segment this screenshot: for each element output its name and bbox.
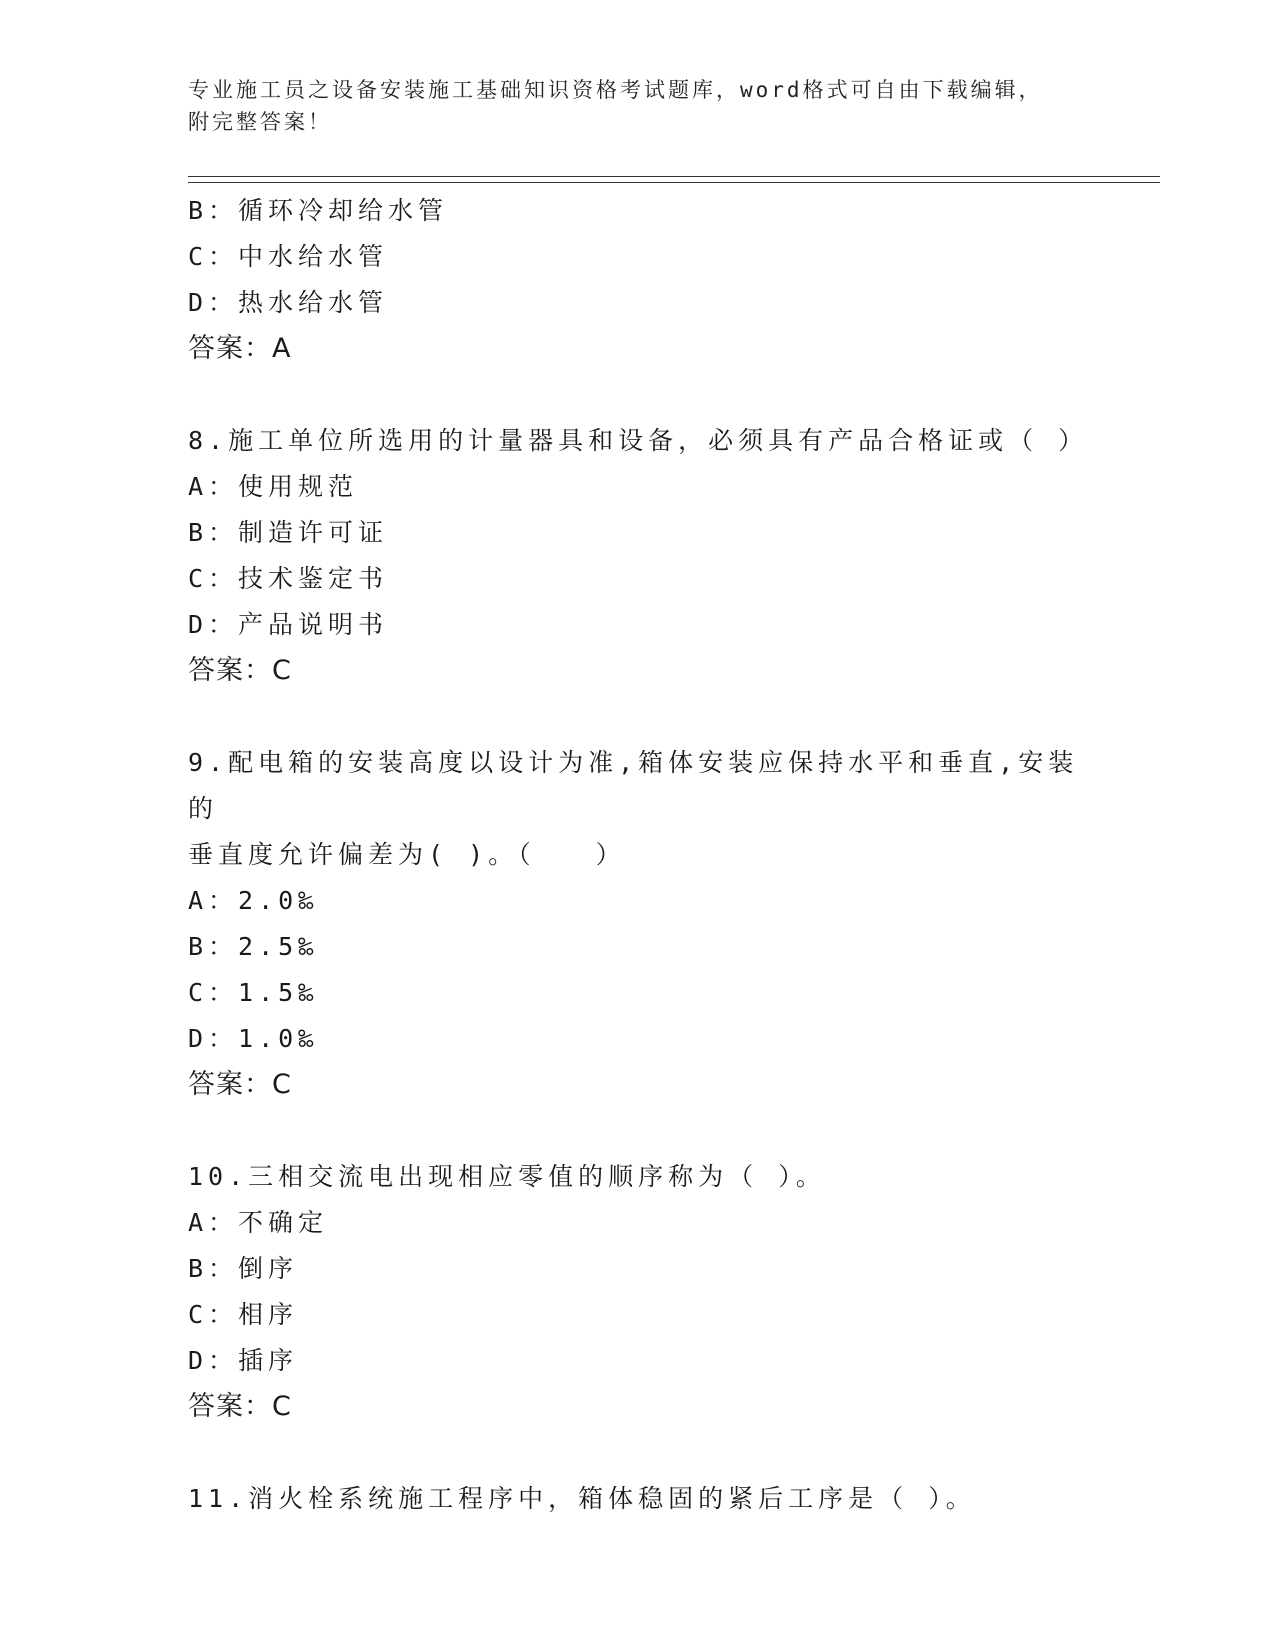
question-11 bbox=[188, 1476, 1088, 1522]
spacer bbox=[188, 1108, 1088, 1154]
question-list bbox=[188, 188, 1088, 1522]
spacer bbox=[188, 372, 1088, 418]
question-8 bbox=[188, 418, 1088, 694]
question-9 bbox=[188, 740, 1088, 1108]
answer-line: 答案：C bbox=[188, 1069, 292, 1100]
question-stem: 10.三相交流电出现相应零值的顺序称为（ ）。 bbox=[188, 1162, 826, 1191]
question-continuation bbox=[188, 188, 1088, 372]
question-stem-continued: 垂直度允许偏差为( )。（ ） bbox=[188, 840, 626, 869]
document-header bbox=[188, 74, 1068, 138]
spacer bbox=[188, 694, 1088, 740]
spacer bbox=[188, 1430, 1088, 1476]
option-b: B：2.5‰ bbox=[188, 932, 319, 961]
option-a: A：2.0‰ bbox=[188, 886, 319, 915]
option-d: D：1.0‰ bbox=[188, 1024, 319, 1053]
option-b: B：制造许可证 bbox=[188, 518, 389, 547]
answer-line: 答案：C bbox=[188, 655, 292, 686]
option-b: B：倒序 bbox=[188, 1254, 299, 1283]
header-line-2: 附完整答案！ bbox=[188, 110, 332, 134]
option-d: D：热水给水管 bbox=[188, 288, 389, 317]
question-stem: 8.施工单位所选用的计量器具和设备，必须具有产品合格证或（ ） bbox=[188, 426, 1089, 455]
question-stem: 9.配电箱的安装高度以设计为准,箱体安装应保持水平和垂直,安装的 bbox=[188, 748, 1079, 823]
option-c: C：1.5‰ bbox=[188, 978, 319, 1007]
question-stem: 11.消火栓系统施工程序中，箱体稳固的紧后工序是（ ）。 bbox=[188, 1484, 976, 1513]
question-10 bbox=[188, 1154, 1088, 1430]
option-d: D：插序 bbox=[188, 1346, 299, 1375]
answer-line: 答案：C bbox=[188, 1391, 292, 1422]
option-a: A：使用规范 bbox=[188, 472, 359, 501]
option-c: C：中水给水管 bbox=[188, 242, 389, 271]
option-a: A：不确定 bbox=[188, 1208, 329, 1237]
option-c: C：相序 bbox=[188, 1300, 299, 1329]
option-b: B：循环冷却给水管 bbox=[188, 196, 449, 225]
answer-line: 答案：A bbox=[188, 333, 292, 364]
option-d: D：产品说明书 bbox=[188, 610, 389, 639]
option-c: C：技术鉴定书 bbox=[188, 564, 389, 593]
header-line-1: 专业施工员之设备安装施工基础知识资格考试题库，word格式可自由下载编辑， bbox=[188, 78, 1043, 102]
header-divider bbox=[188, 176, 1160, 183]
